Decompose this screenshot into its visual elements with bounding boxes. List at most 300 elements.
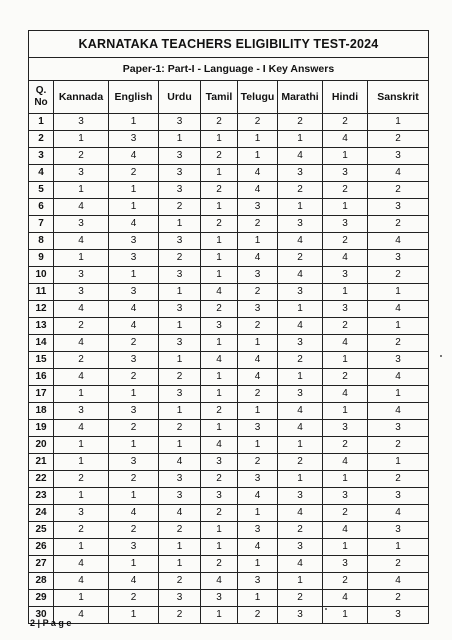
- table-row: [29, 114, 429, 131]
- table-row: [29, 233, 429, 250]
- table-row: [29, 454, 429, 471]
- answer-marathi: 3: [278, 335, 323, 352]
- table-row: [29, 267, 429, 284]
- answer-tamil: 2: [201, 471, 238, 488]
- answer-marathi: 1: [278, 573, 323, 590]
- answer-telugu: 3: [238, 199, 278, 216]
- page-number: 2: [30, 618, 36, 628]
- answer-urdu: 4: [159, 505, 201, 522]
- table-row: [29, 182, 429, 199]
- question-number: 14: [29, 335, 54, 352]
- answer-kannada: 1: [54, 437, 109, 454]
- answer-marathi: 3: [278, 216, 323, 233]
- answer-kannada: 4: [54, 301, 109, 318]
- answer-marathi: 2: [278, 352, 323, 369]
- answer-tamil: 1: [201, 420, 238, 437]
- answer-urdu: 3: [159, 488, 201, 505]
- answer-kannada: 4: [54, 335, 109, 352]
- answer-telugu: 3: [238, 522, 278, 539]
- answer-hindi: 1: [323, 199, 368, 216]
- table-row: [29, 505, 429, 522]
- answer-sanskrit: 2: [368, 131, 429, 148]
- answer-english: 4: [109, 148, 159, 165]
- question-number: 4: [29, 165, 54, 182]
- question-number: 3: [29, 148, 54, 165]
- answer-sanskrit: 4: [368, 505, 429, 522]
- answer-telugu: 2: [238, 454, 278, 471]
- answer-english: 2: [109, 165, 159, 182]
- answer-sanskrit: 3: [368, 148, 429, 165]
- answer-urdu: 1: [159, 556, 201, 573]
- answer-telugu: 4: [238, 165, 278, 182]
- answer-kannada: 2: [54, 148, 109, 165]
- answer-urdu: 2: [159, 420, 201, 437]
- answer-marathi: 4: [278, 233, 323, 250]
- answer-hindi: 4: [323, 454, 368, 471]
- answer-kannada: 3: [54, 284, 109, 301]
- answer-sanskrit: 3: [368, 199, 429, 216]
- answer-sanskrit: 1: [368, 539, 429, 556]
- answer-urdu: 3: [159, 301, 201, 318]
- answer-telugu: 3: [238, 301, 278, 318]
- answer-kannada: 4: [54, 199, 109, 216]
- table-row: [29, 522, 429, 539]
- answer-english: 3: [109, 131, 159, 148]
- answer-kannada: 2: [54, 352, 109, 369]
- page-title: KARNATAKA TEACHERS ELIGIBILITY TEST-2024: [29, 31, 429, 58]
- question-number: 9: [29, 250, 54, 267]
- answer-urdu: 1: [159, 539, 201, 556]
- answer-kannada: 4: [54, 607, 109, 624]
- table-row: [29, 148, 429, 165]
- answer-telugu: 1: [238, 148, 278, 165]
- table-row: [29, 471, 429, 488]
- answer-telugu: 1: [238, 335, 278, 352]
- table-row: [29, 284, 429, 301]
- header-tamil: Tamil: [201, 81, 238, 114]
- header-kannada: Kannada: [54, 81, 109, 114]
- answer-marathi: 4: [278, 420, 323, 437]
- answer-english: 3: [109, 454, 159, 471]
- answer-english: 1: [109, 437, 159, 454]
- answer-telugu: 1: [238, 437, 278, 454]
- answer-urdu: 2: [159, 522, 201, 539]
- answer-marathi: 4: [278, 505, 323, 522]
- table-row: [29, 420, 429, 437]
- page-subtitle: Paper-1: Part-I - Language - I Key Answers: [29, 58, 429, 81]
- answer-sanskrit: 2: [368, 267, 429, 284]
- answer-urdu: 2: [159, 573, 201, 590]
- answer-tamil: 1: [201, 369, 238, 386]
- answer-marathi: 2: [278, 114, 323, 131]
- answer-english: 2: [109, 335, 159, 352]
- answer-marathi: 3: [278, 386, 323, 403]
- table-row: [29, 369, 429, 386]
- question-number: 26: [29, 539, 54, 556]
- answer-english: 2: [109, 522, 159, 539]
- answer-sanskrit: 2: [368, 216, 429, 233]
- answer-telugu: 1: [238, 131, 278, 148]
- answer-kannada: 3: [54, 216, 109, 233]
- answer-telugu: 1: [238, 590, 278, 607]
- answer-marathi: 4: [278, 403, 323, 420]
- answer-urdu: 1: [159, 352, 201, 369]
- answer-marathi: 4: [278, 318, 323, 335]
- answer-telugu: 2: [238, 114, 278, 131]
- answer-urdu: 1: [159, 318, 201, 335]
- table-row: [29, 556, 429, 573]
- answer-telugu: 1: [238, 403, 278, 420]
- answer-telugu: 4: [238, 539, 278, 556]
- answer-tamil: 2: [201, 556, 238, 573]
- answer-hindi: 4: [323, 335, 368, 352]
- answer-kannada: 1: [54, 182, 109, 199]
- answer-sanskrit: 4: [368, 369, 429, 386]
- scan-speck: [440, 355, 442, 357]
- answer-hindi: 4: [323, 522, 368, 539]
- answer-telugu: 3: [238, 267, 278, 284]
- answer-tamil: 2: [201, 505, 238, 522]
- table-row: [29, 539, 429, 556]
- answer-english: 3: [109, 352, 159, 369]
- answer-kannada: 4: [54, 573, 109, 590]
- answer-urdu: 3: [159, 114, 201, 131]
- answer-tamil: 2: [201, 148, 238, 165]
- answer-urdu: 1: [159, 403, 201, 420]
- answer-urdu: 3: [159, 335, 201, 352]
- answer-english: 3: [109, 403, 159, 420]
- answer-kannada: 2: [54, 471, 109, 488]
- answer-sanskrit: 2: [368, 556, 429, 573]
- answer-english: 2: [109, 590, 159, 607]
- question-number: 25: [29, 522, 54, 539]
- answer-telugu: 4: [238, 250, 278, 267]
- answer-hindi: 3: [323, 216, 368, 233]
- answer-kannada: 3: [54, 114, 109, 131]
- question-number: 8: [29, 233, 54, 250]
- answer-urdu: 3: [159, 148, 201, 165]
- answer-tamil: 1: [201, 607, 238, 624]
- answer-tamil: 4: [201, 573, 238, 590]
- answer-sanskrit: 4: [368, 165, 429, 182]
- header-marathi: Marathi: [278, 81, 323, 114]
- question-number: 19: [29, 420, 54, 437]
- question-number: 22: [29, 471, 54, 488]
- answer-marathi: 1: [278, 199, 323, 216]
- answer-key-table: [28, 30, 429, 624]
- answer-english: 4: [109, 573, 159, 590]
- answer-sanskrit: 3: [368, 352, 429, 369]
- table-row: [29, 216, 429, 233]
- question-number: 29: [29, 590, 54, 607]
- answer-marathi: 3: [278, 165, 323, 182]
- answer-tamil: 2: [201, 182, 238, 199]
- answer-sanskrit: 3: [368, 607, 429, 624]
- answer-hindi: 1: [323, 471, 368, 488]
- answer-urdu: 1: [159, 131, 201, 148]
- table-row: [29, 318, 429, 335]
- question-number: 6: [29, 199, 54, 216]
- header-telugu: Telugu: [238, 81, 278, 114]
- answer-urdu: 1: [159, 437, 201, 454]
- answer-urdu: 2: [159, 250, 201, 267]
- question-number: 28: [29, 573, 54, 590]
- answer-tamil: 4: [201, 352, 238, 369]
- table-row: [29, 437, 429, 454]
- header-urdu: Urdu: [159, 81, 201, 114]
- answer-tamil: 1: [201, 131, 238, 148]
- answer-sanskrit: 1: [368, 454, 429, 471]
- answer-hindi: 3: [323, 420, 368, 437]
- answer-sanskrit: 1: [368, 318, 429, 335]
- answer-kannada: 3: [54, 505, 109, 522]
- answer-key-sheet: [28, 30, 428, 624]
- answer-tamil: 2: [201, 403, 238, 420]
- answer-telugu: 2: [238, 386, 278, 403]
- page-label: P a g e: [42, 618, 72, 628]
- answer-hindi: 2: [323, 505, 368, 522]
- answer-kannada: 4: [54, 556, 109, 573]
- question-number: 11: [29, 284, 54, 301]
- answer-english: 1: [109, 607, 159, 624]
- table-header-row: [29, 81, 429, 114]
- answer-hindi: 4: [323, 250, 368, 267]
- answer-tamil: 3: [201, 590, 238, 607]
- answer-telugu: 1: [238, 233, 278, 250]
- answer-telugu: 4: [238, 352, 278, 369]
- answer-marathi: 1: [278, 131, 323, 148]
- answer-english: 3: [109, 284, 159, 301]
- question-number: 23: [29, 488, 54, 505]
- answer-english: 4: [109, 301, 159, 318]
- question-number: 7: [29, 216, 54, 233]
- answer-kannada: 1: [54, 386, 109, 403]
- answer-marathi: 1: [278, 471, 323, 488]
- answer-telugu: 2: [238, 216, 278, 233]
- answer-tamil: 3: [201, 318, 238, 335]
- table-row: [29, 131, 429, 148]
- table-row: [29, 590, 429, 607]
- answer-urdu: 3: [159, 590, 201, 607]
- answer-sanskrit: 4: [368, 301, 429, 318]
- question-number: 18: [29, 403, 54, 420]
- question-number: 27: [29, 556, 54, 573]
- answer-kannada: 4: [54, 420, 109, 437]
- answer-kannada: 1: [54, 539, 109, 556]
- answer-urdu: 1: [159, 216, 201, 233]
- answer-sanskrit: 4: [368, 233, 429, 250]
- answer-english: 1: [109, 556, 159, 573]
- question-number: 21: [29, 454, 54, 471]
- answer-marathi: 4: [278, 148, 323, 165]
- answer-marathi: 2: [278, 250, 323, 267]
- answer-hindi: 2: [323, 114, 368, 131]
- answer-english: 4: [109, 505, 159, 522]
- answer-telugu: 1: [238, 556, 278, 573]
- answer-telugu: 4: [238, 182, 278, 199]
- answer-tamil: 2: [201, 216, 238, 233]
- answer-hindi: 2: [323, 233, 368, 250]
- answer-kannada: 1: [54, 454, 109, 471]
- answer-english: 1: [109, 267, 159, 284]
- answer-sanskrit: 3: [368, 250, 429, 267]
- answer-tamil: 1: [201, 522, 238, 539]
- answer-urdu: 3: [159, 386, 201, 403]
- header-q-no: Q. No: [29, 81, 54, 114]
- answer-sanskrit: 1: [368, 284, 429, 301]
- answer-sanskrit: 3: [368, 488, 429, 505]
- question-number: 16: [29, 369, 54, 386]
- answer-telugu: 4: [238, 369, 278, 386]
- answer-hindi: 3: [323, 267, 368, 284]
- answer-hindi: 4: [323, 131, 368, 148]
- answer-kannada: 3: [54, 403, 109, 420]
- header-english: English: [109, 81, 159, 114]
- answer-telugu: 3: [238, 420, 278, 437]
- answer-kannada: 1: [54, 250, 109, 267]
- answer-marathi: 3: [278, 539, 323, 556]
- answer-telugu: 3: [238, 573, 278, 590]
- question-number: 30: [29, 607, 54, 624]
- answer-english: 1: [109, 114, 159, 131]
- table-row: [29, 352, 429, 369]
- question-number: 17: [29, 386, 54, 403]
- answer-tamil: 1: [201, 539, 238, 556]
- answer-sanskrit: 3: [368, 522, 429, 539]
- header-sanskrit: Sanskrit: [368, 81, 429, 114]
- answer-hindi: 2: [323, 182, 368, 199]
- answer-sanskrit: 2: [368, 471, 429, 488]
- answer-tamil: 2: [201, 301, 238, 318]
- answer-kannada: 3: [54, 267, 109, 284]
- answer-urdu: 2: [159, 199, 201, 216]
- answer-hindi: 1: [323, 403, 368, 420]
- question-number: 10: [29, 267, 54, 284]
- answer-english: 4: [109, 216, 159, 233]
- answer-hindi: 4: [323, 386, 368, 403]
- answer-hindi: 4: [323, 590, 368, 607]
- answer-marathi: 1: [278, 437, 323, 454]
- answer-marathi: 3: [278, 607, 323, 624]
- answer-sanskrit: 2: [368, 590, 429, 607]
- answer-tamil: 1: [201, 386, 238, 403]
- answer-telugu: 1: [238, 505, 278, 522]
- answer-tamil: 1: [201, 233, 238, 250]
- table-row: [29, 403, 429, 420]
- answer-sanskrit: 2: [368, 437, 429, 454]
- answer-sanskrit: 2: [368, 182, 429, 199]
- answer-english: 3: [109, 233, 159, 250]
- answer-hindi: 3: [323, 556, 368, 573]
- answer-kannada: 1: [54, 131, 109, 148]
- table-row: [29, 301, 429, 318]
- answer-urdu: 3: [159, 233, 201, 250]
- answer-hindi: 1: [323, 607, 368, 624]
- question-number: 2: [29, 131, 54, 148]
- answer-kannada: 1: [54, 590, 109, 607]
- answer-kannada: 1: [54, 488, 109, 505]
- answer-urdu: 3: [159, 182, 201, 199]
- answer-english: 4: [109, 318, 159, 335]
- answer-hindi: 1: [323, 539, 368, 556]
- answer-tamil: 2: [201, 114, 238, 131]
- answer-marathi: 1: [278, 369, 323, 386]
- answer-hindi: 2: [323, 369, 368, 386]
- answer-telugu: 2: [238, 607, 278, 624]
- answer-marathi: 2: [278, 522, 323, 539]
- answer-kannada: 2: [54, 522, 109, 539]
- answer-marathi: 4: [278, 267, 323, 284]
- table-row: [29, 335, 429, 352]
- table-row: [29, 386, 429, 403]
- answer-urdu: 1: [159, 284, 201, 301]
- answer-urdu: 2: [159, 607, 201, 624]
- answer-urdu: 3: [159, 471, 201, 488]
- answer-english: 2: [109, 471, 159, 488]
- answer-hindi: 2: [323, 318, 368, 335]
- answer-tamil: 4: [201, 284, 238, 301]
- answer-marathi: 2: [278, 182, 323, 199]
- answer-marathi: 2: [278, 590, 323, 607]
- answer-hindi: 1: [323, 352, 368, 369]
- question-number: 5: [29, 182, 54, 199]
- answer-tamil: 3: [201, 454, 238, 471]
- answer-english: 2: [109, 369, 159, 386]
- answer-hindi: 3: [323, 165, 368, 182]
- answer-sanskrit: 4: [368, 403, 429, 420]
- question-number: 15: [29, 352, 54, 369]
- answer-tamil: 1: [201, 250, 238, 267]
- answer-sanskrit: 1: [368, 114, 429, 131]
- answer-english: 3: [109, 539, 159, 556]
- answer-sanskrit: 1: [368, 386, 429, 403]
- answer-marathi: 2: [278, 454, 323, 471]
- answer-english: 1: [109, 199, 159, 216]
- answer-kannada: 2: [54, 318, 109, 335]
- answer-english: 2: [109, 420, 159, 437]
- answer-hindi: 1: [323, 148, 368, 165]
- answer-english: 1: [109, 488, 159, 505]
- answer-tamil: 1: [201, 267, 238, 284]
- page-footer: [30, 618, 71, 628]
- answer-tamil: 1: [201, 199, 238, 216]
- question-number: 24: [29, 505, 54, 522]
- answer-telugu: 2: [238, 284, 278, 301]
- answer-marathi: 3: [278, 488, 323, 505]
- answer-telugu: 2: [238, 318, 278, 335]
- answer-hindi: 3: [323, 301, 368, 318]
- answer-hindi: 2: [323, 437, 368, 454]
- answer-hindi: 2: [323, 573, 368, 590]
- answer-telugu: 3: [238, 471, 278, 488]
- footer-separator: |: [37, 618, 43, 628]
- answer-hindi: 1: [323, 284, 368, 301]
- table-row: [29, 250, 429, 267]
- answer-tamil: 1: [201, 335, 238, 352]
- answer-marathi: 1: [278, 301, 323, 318]
- answer-urdu: 2: [159, 369, 201, 386]
- answer-tamil: 3: [201, 488, 238, 505]
- table-row: [29, 165, 429, 182]
- answer-hindi: 3: [323, 488, 368, 505]
- answer-english: 3: [109, 250, 159, 267]
- table-row: [29, 573, 429, 590]
- answer-tamil: 1: [201, 165, 238, 182]
- answer-telugu: 4: [238, 488, 278, 505]
- answer-sanskrit: 2: [368, 335, 429, 352]
- answer-english: 1: [109, 386, 159, 403]
- table-row: [29, 199, 429, 216]
